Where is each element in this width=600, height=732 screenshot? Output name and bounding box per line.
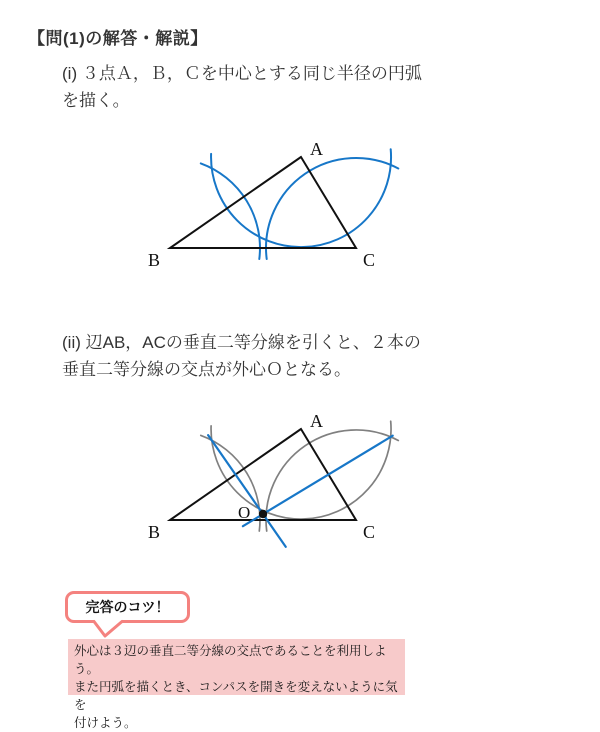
vertex-label-b: B	[148, 522, 161, 542]
circumcenter-dot	[259, 510, 267, 518]
step-ii-line2: 垂直二等分線の交点が外心Ｏとなる。	[62, 360, 351, 379]
tip-line: また円弧を描くとき、コンパスを開きを変えないように気を	[74, 680, 398, 712]
arc-centered-b	[201, 163, 260, 259]
tips-callout-title: 完答のコツ！	[85, 599, 170, 615]
tip-line: 外心は３辺の垂直二等分線の交点であることを利用しよう。	[74, 644, 387, 676]
vertex-label-a: A	[310, 411, 323, 431]
perpendicular-bisector-ab	[208, 435, 286, 547]
page-title: 【問(1)の解答・解説】	[28, 29, 208, 48]
triangle-abc	[170, 157, 356, 248]
tip-note-box	[68, 639, 405, 730]
arc-centered-a	[211, 149, 391, 247]
construction-diagram-bisectors	[145, 400, 410, 565]
vertex-label-b: B	[148, 250, 161, 270]
arc-centered-b	[201, 435, 260, 531]
vertex-label-a: A	[310, 139, 323, 159]
vertex-label-c: C	[363, 522, 376, 542]
vertex-label-c: C	[363, 250, 376, 270]
step-i-line1: (i) ３点Ａ，Ｂ，Ｃを中心とする同じ半径の円弧	[62, 64, 422, 83]
speech-tail-icon	[88, 618, 136, 640]
tip-line: 付けよう。	[74, 716, 137, 730]
circumcenter-label-o: O	[238, 503, 251, 522]
step-i-line2: を描く。	[62, 91, 130, 110]
step-ii-line1: (ii) 辺AB，ACの垂直二等分線を引くと、２本の	[62, 333, 421, 352]
construction-diagram-arcs	[145, 130, 410, 275]
step-ii-text	[62, 329, 462, 383]
step-i-text	[62, 60, 462, 114]
